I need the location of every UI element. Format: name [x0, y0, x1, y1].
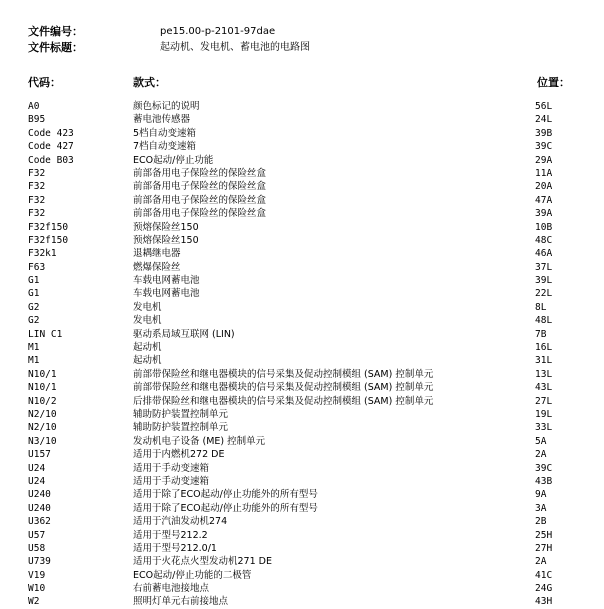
- row-code: U240: [28, 502, 51, 514]
- table-row: [0, 542, 604, 555]
- table-row: [0, 247, 604, 260]
- row-location: 27L: [535, 395, 553, 407]
- row-location: 2A: [535, 449, 547, 461]
- row-version: 预熔保险丝150: [133, 234, 199, 246]
- table-row: [0, 502, 604, 515]
- table-row: [0, 113, 604, 126]
- row-code: U57: [28, 529, 46, 541]
- row-code: F32: [28, 167, 46, 179]
- row-code: M1: [28, 355, 40, 367]
- row-code: N3/10: [28, 435, 57, 447]
- header-code: 代码：: [28, 76, 61, 89]
- row-location: 29A: [535, 154, 553, 166]
- row-location: 48C: [535, 234, 553, 246]
- table-header: [0, 76, 604, 90]
- table-row: [0, 261, 604, 274]
- row-version: 车载电网蓄电池: [133, 275, 200, 287]
- row-version: 照明灯单元右前接地点: [133, 596, 229, 608]
- row-code: G1: [28, 288, 40, 300]
- row-version: 燃爆保险丝: [133, 261, 181, 273]
- table-row: [0, 207, 604, 220]
- row-code: N2/10: [28, 422, 57, 434]
- row-version: 前部备用电子保险丝的保险丝盒: [133, 167, 267, 179]
- row-version: 右前蓄电池接地点: [133, 583, 210, 595]
- table-row: [0, 368, 604, 381]
- table-row: [0, 421, 604, 434]
- row-code: F63: [28, 261, 46, 273]
- table-row: [0, 287, 604, 300]
- row-version: 起动机: [133, 355, 162, 367]
- row-code: N10/1: [28, 382, 57, 394]
- row-code: N10/2: [28, 395, 57, 407]
- row-version: 颜色标记的说明: [133, 101, 200, 112]
- row-version: 7档自动变速箱: [133, 141, 197, 153]
- row-version: 5档自动变速箱: [133, 127, 197, 139]
- row-location: 9A: [535, 489, 547, 501]
- row-version: 蓄电池传感器: [133, 114, 191, 126]
- row-version: 适用于汽油发动机274: [133, 516, 228, 528]
- row-location: 43L: [535, 382, 553, 394]
- row-code: F32: [28, 194, 46, 206]
- table-row: [0, 180, 604, 193]
- row-location: 39C: [535, 141, 553, 153]
- row-location: 39A: [535, 208, 553, 220]
- row-code: V19: [28, 569, 46, 581]
- row-version: 驱动系局域互联网 (LIN): [133, 328, 235, 340]
- row-location: 56L: [535, 101, 553, 112]
- row-version: 辅助防护装置控制单元: [133, 422, 229, 434]
- table-row: [0, 301, 604, 314]
- row-location: 2B: [535, 516, 547, 528]
- row-location: 10B: [535, 221, 553, 233]
- row-code: U240: [28, 489, 51, 501]
- row-location: 24L: [535, 114, 553, 126]
- row-code: W2: [28, 596, 40, 608]
- row-code: B95: [28, 114, 46, 126]
- row-code: F32: [28, 208, 46, 220]
- row-version: 起动机: [133, 342, 162, 354]
- row-location: 20A: [535, 181, 553, 193]
- row-code: W10: [28, 583, 46, 595]
- row-code: F32f150: [28, 234, 69, 246]
- row-version: 预熔保险丝150: [133, 221, 199, 233]
- doc-title-value: 起动机、发电机、蓄电池的电路图: [160, 42, 310, 53]
- row-location: 13L: [535, 368, 553, 380]
- table-row: [0, 127, 604, 140]
- row-location: 47A: [535, 194, 553, 206]
- row-location: 7B: [535, 328, 547, 340]
- row-version: 退耦继电器: [133, 248, 181, 260]
- doc-number-label: 文件编号：: [28, 25, 83, 38]
- row-version: 适用于除了ECO起动/停止功能外的所有型号: [133, 489, 318, 501]
- row-code: N10/1: [28, 368, 57, 380]
- row-code: F32f150: [28, 221, 69, 233]
- row-version: 后排带保险丝和继电器模块的信号采集及促动控制模组 (SAM) 控制单元: [133, 395, 434, 407]
- row-location: 37L: [535, 261, 553, 273]
- row-location: 41C: [535, 569, 553, 581]
- row-location: 31L: [535, 355, 553, 367]
- row-version: 适用于型号212.0/1: [133, 542, 217, 554]
- row-code: M1: [28, 342, 40, 354]
- row-location: 39B: [535, 127, 553, 139]
- table-row: [0, 381, 604, 394]
- row-version: 辅助防护装置控制单元: [133, 408, 229, 420]
- row-version: 适用于手动变速箱: [133, 462, 210, 474]
- component-table: [0, 100, 604, 609]
- row-code: N2/10: [28, 408, 57, 420]
- row-version: 适用于手动变速箱: [133, 475, 210, 487]
- row-version: 前部备用电子保险丝的保险丝盒: [133, 208, 267, 220]
- row-version: 适用于型号212.2: [133, 529, 208, 541]
- row-code: U157: [28, 449, 51, 461]
- row-code: A0: [28, 101, 40, 112]
- table-row: [0, 234, 604, 247]
- row-version: 适用于火花点火型发动机271 DE: [133, 556, 272, 568]
- row-code: F32: [28, 181, 46, 193]
- table-row: [0, 100, 604, 113]
- table-row: [0, 595, 604, 608]
- row-code: Code 427: [28, 141, 74, 153]
- row-location: 19L: [535, 408, 553, 420]
- row-version: 前部备用电子保险丝的保险丝盒: [133, 194, 267, 206]
- row-location: 27H: [535, 542, 553, 554]
- row-location: 8L: [535, 301, 547, 313]
- row-code: Code B03: [28, 154, 74, 166]
- row-location: 11A: [535, 167, 553, 179]
- table-row: [0, 515, 604, 528]
- row-version: ECO起动/停止功能: [133, 154, 214, 166]
- row-version: 前部带保险丝和继电器模块的信号采集及促动控制模组 (SAM) 控制单元: [133, 382, 434, 394]
- table-row: [0, 462, 604, 475]
- row-version: 前部带保险丝和继电器模块的信号采集及促动控制模组 (SAM) 控制单元: [133, 368, 434, 380]
- row-location: 43B: [535, 475, 553, 487]
- row-location: 5A: [535, 435, 547, 447]
- row-version: 适用于除了ECO起动/停止功能外的所有型号: [133, 502, 318, 514]
- row-location: 43H: [535, 596, 553, 608]
- row-location: 22L: [535, 288, 553, 300]
- table-row: [0, 274, 604, 287]
- row-version: 发动机电子设备 (ME) 控制单元: [133, 435, 266, 447]
- row-version: 前部备用电子保险丝的保险丝盒: [133, 181, 267, 193]
- row-code: U24: [28, 475, 46, 487]
- row-code: U24: [28, 462, 46, 474]
- row-code: F32k1: [28, 248, 57, 260]
- row-location: 33L: [535, 422, 553, 434]
- table-row: [0, 328, 604, 341]
- doc-number-value: pe15.00-p-2101-97dae: [160, 26, 276, 37]
- table-row: [0, 354, 604, 367]
- table-row: [0, 140, 604, 153]
- table-row: [0, 475, 604, 488]
- row-code: G2: [28, 315, 40, 327]
- row-version: 适用于内燃机272 DE: [133, 449, 225, 461]
- table-row: [0, 341, 604, 354]
- row-version: ECO起动/停止功能的二极管: [133, 569, 252, 581]
- table-row: [0, 448, 604, 461]
- table-row: [0, 569, 604, 582]
- row-code: U58: [28, 542, 46, 554]
- row-code: U739: [28, 556, 51, 568]
- row-location: 24G: [535, 583, 553, 595]
- table-row: [0, 221, 604, 234]
- row-location: 48L: [535, 315, 553, 327]
- row-location: 16L: [535, 342, 553, 354]
- table-row: [0, 555, 604, 568]
- row-code: G1: [28, 275, 40, 287]
- row-location: 3A: [535, 502, 547, 514]
- row-code: U362: [28, 516, 51, 528]
- row-location: 2A: [535, 556, 547, 568]
- row-code: LIN C1: [28, 328, 63, 340]
- row-version: 发电机: [133, 301, 162, 313]
- table-row: [0, 314, 604, 327]
- row-version: 车载电网蓄电池: [133, 288, 200, 300]
- header-location: 位置：: [537, 76, 570, 89]
- table-row: [0, 529, 604, 542]
- doc-title-label: 文件标题：: [28, 41, 83, 54]
- row-location: 39C: [535, 462, 553, 474]
- row-location: 25H: [535, 529, 553, 541]
- table-row: [0, 488, 604, 501]
- table-row: [0, 194, 604, 207]
- row-version: 发电机: [133, 315, 162, 327]
- table-row: [0, 408, 604, 421]
- row-code: G2: [28, 301, 40, 313]
- table-row: [0, 395, 604, 408]
- row-location: 46A: [535, 248, 553, 260]
- table-row: [0, 435, 604, 448]
- table-row: [0, 167, 604, 180]
- row-location: 39L: [535, 275, 553, 287]
- row-code: Code 423: [28, 127, 74, 139]
- table-row: [0, 154, 604, 167]
- header-version: 款式：: [133, 76, 166, 89]
- table-row: [0, 582, 604, 595]
